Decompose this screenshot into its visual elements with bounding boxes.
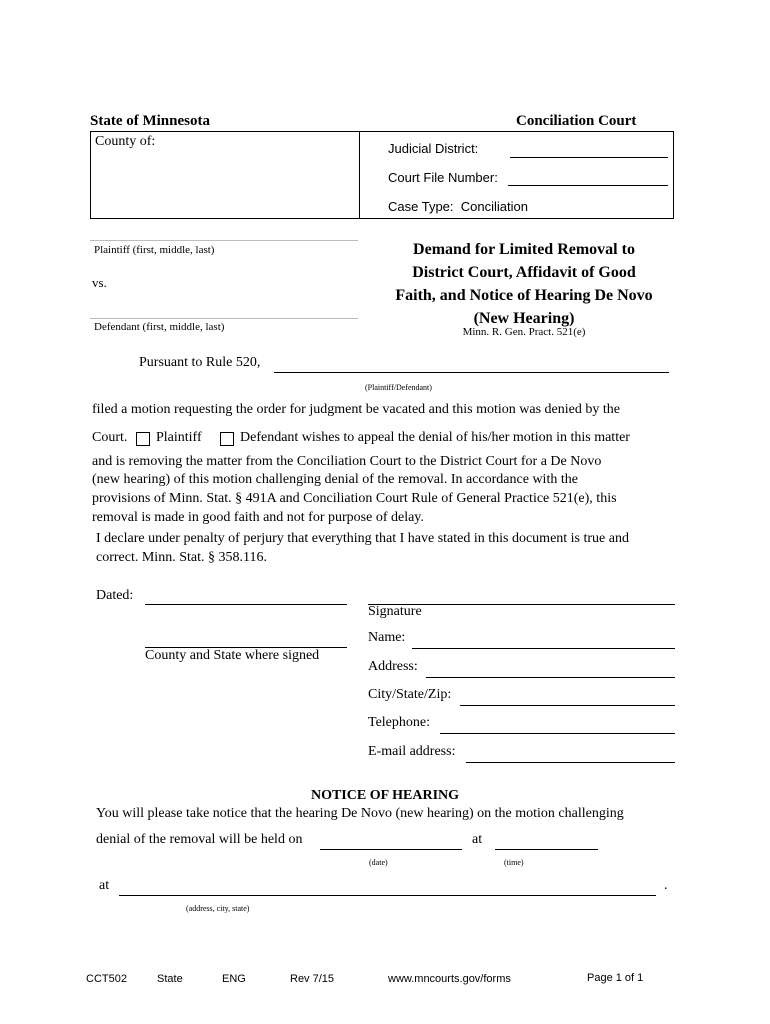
plaintiff-line[interactable] (90, 240, 358, 241)
dated-field[interactable] (145, 604, 347, 605)
plaintiff-option-label: Plaintiff (156, 430, 202, 445)
title-line-4: (New Hearing) (473, 310, 575, 327)
declare-line-2: correct. Minn. Stat. § 358.116. (96, 550, 267, 565)
plaintiff-defendant-caption: (Plaintiff/Defendant) (365, 383, 432, 392)
telephone-label: Telephone: (368, 715, 430, 730)
notice-period: . (664, 878, 668, 893)
plaintiff-defendant-field[interactable] (274, 372, 669, 373)
document-title (372, 238, 676, 330)
hearing-date-field[interactable] (320, 849, 462, 850)
footer-form-code: CCT502 (86, 973, 127, 985)
name-label: Name: (368, 630, 406, 645)
case-type-label: Case Type: (388, 199, 454, 214)
footer-website[interactable]: www.mncourts.gov/forms (388, 973, 511, 985)
footer-revision: Rev 7/15 (290, 973, 335, 985)
state-title: State of Minnesota (90, 113, 210, 129)
defendant-line[interactable] (90, 318, 358, 319)
notice-line-2: denial of the removal will be held on (96, 832, 303, 847)
header-divider (359, 131, 360, 218)
para-line-2: (new hearing) of this motion challenging denial of the removal. In accordance with the (92, 472, 578, 487)
court-file-field[interactable] (508, 185, 668, 186)
city-state-zip-label: City/State/Zip: (368, 687, 452, 702)
case-type (388, 199, 528, 214)
para-line-3: provisions of Minn. Stat. § 491A and Conciliation Court Rule of General Practice 521(e), this (92, 491, 617, 506)
county-state-label: County and State where signed (145, 648, 320, 663)
defendant-checkbox[interactable] (220, 432, 234, 446)
time-caption: (time) (504, 858, 524, 867)
address-label: Address: (368, 659, 418, 674)
judicial-district-field[interactable] (510, 157, 668, 158)
case-type-value: Conciliation (460, 199, 528, 214)
pursuant-label: Pursuant to Rule 520, (139, 355, 261, 370)
notice-line-1: You will please take notice that the hearing De Novo (new hearing) on the motion challenging (96, 806, 624, 821)
footer-state: State (157, 973, 183, 985)
hearing-address-field[interactable] (119, 895, 656, 896)
para-line-1: and is removing the matter from the Conciliation Court to the District Court for a De Novo (92, 454, 602, 469)
rule-citation: Minn. R. Gen. Pract. 521(e) (462, 326, 586, 338)
footer-language: ENG (222, 973, 246, 985)
hearing-time-field[interactable] (495, 849, 598, 850)
court-word: Court. (92, 430, 128, 445)
email-label: E-mail address: (368, 744, 456, 759)
vs-label: vs. (92, 275, 107, 290)
court-title: Conciliation Court (516, 113, 637, 129)
date-caption: (date) (369, 858, 388, 867)
dated-label: Dated: (96, 588, 134, 603)
address-caption: (address, city, state) (186, 904, 250, 913)
judicial-district-label: Judicial District: (388, 141, 479, 156)
court-file-label: Court File Number: (388, 170, 498, 185)
city-state-zip-field[interactable] (460, 705, 675, 706)
signature-label: Signature (368, 604, 422, 619)
title-line-3: Faith, and Notice of Hearing De Novo (395, 287, 653, 304)
email-field[interactable] (466, 762, 675, 763)
notice-at-word-2: at (99, 878, 110, 893)
footer-page-number: Page 1 of 1 (587, 972, 644, 984)
defendant-label: Defendant (first, middle, last) (94, 321, 225, 333)
para-line-4: removal is made in good faith and not for purpose of delay. (92, 510, 424, 525)
address-field[interactable] (426, 677, 675, 678)
notice-heading: NOTICE OF HEARING (310, 788, 460, 803)
name-field[interactable] (412, 648, 675, 649)
notice-at-word: at (472, 832, 483, 847)
declare-line-1: I declare under penalty of perjury that everything that I have stated in this document is true and (96, 531, 629, 546)
plaintiff-checkbox[interactable] (136, 432, 150, 446)
telephone-field[interactable] (440, 733, 675, 734)
plaintiff-label: Plaintiff (first, middle, last) (94, 244, 215, 256)
header-box (90, 131, 674, 219)
title-line-1: Demand for Limited Removal to (413, 241, 635, 258)
title-line-2: District Court, Affidavit of Good (412, 264, 636, 281)
body-line-1: filed a motion requesting the order for judgment be vacated and this motion was denied by the (92, 402, 620, 417)
defendant-option-label: Defendant wishes to appeal the denial of his/her motion in this matter (240, 430, 630, 445)
county-label: County of: (95, 134, 156, 149)
